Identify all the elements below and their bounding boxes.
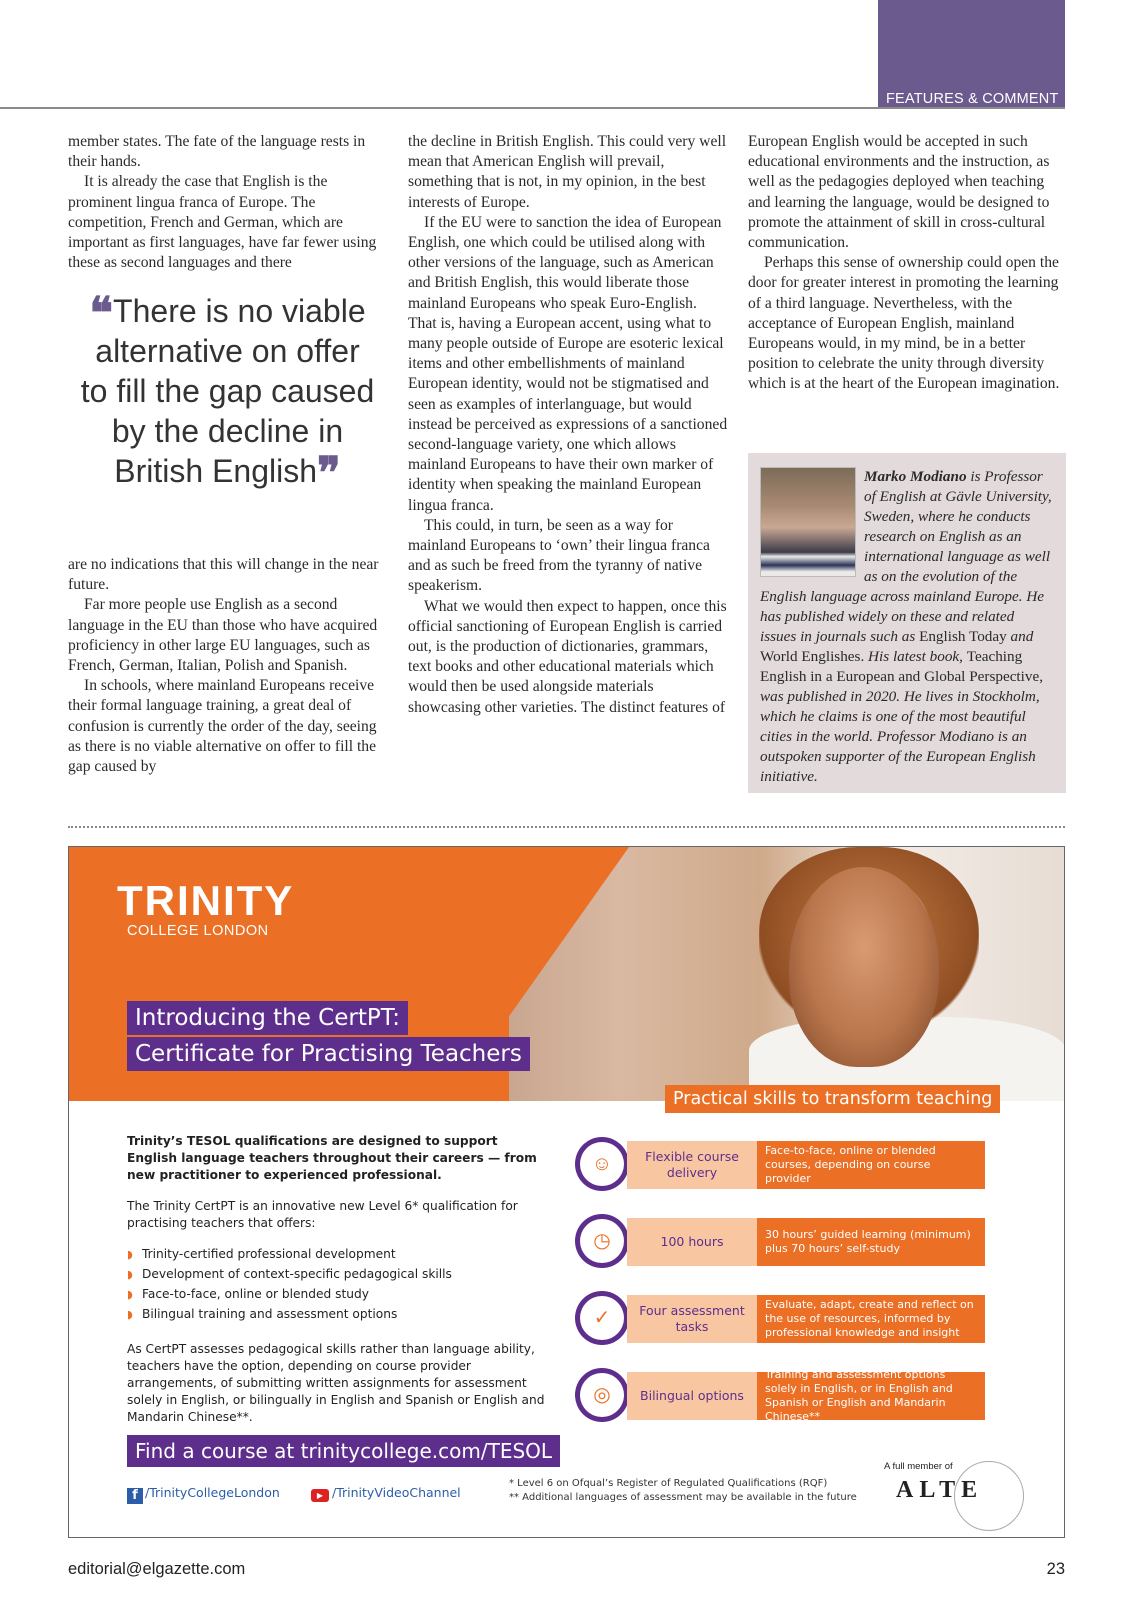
feature-icon-ring: [575, 1137, 629, 1191]
paragraph: What we would then expect to happen, once this official sanctioning of European English is carried out, is the production of dictionaries, grammars, text books and other educational materials which would then be used alongside materials showcasing other varieties. The distinct features of: [408, 597, 727, 716]
advert-paragraph: The Trinity CertPT is an innovative new Level 6* qualification for practising teachers that offers:: [127, 1199, 518, 1230]
checklist-icon: ✓: [580, 1296, 624, 1340]
header-rule: [0, 107, 1065, 109]
list-item: ◗ Face-to-face, online or blended study: [127, 1286, 547, 1303]
bio-text: is Professor of English at Gävle University, Sweden, where he conducts research on English as an international language as well as on the evolution of the English language across mainland Europe. He has published widely on these and related issues in journals such as: [760, 468, 1052, 645]
journal-title: English Today: [919, 628, 1007, 645]
bio-text: was published in 2020. He lives in Stockholm, which he claims is one of the most beautiful cities in the world. Professor Modiano is an outspoken supporter of the European English initiative.: [760, 688, 1040, 785]
trinity-advert: [68, 846, 1065, 1538]
bio-text: and: [1006, 628, 1034, 645]
feature-title: Flexible course delivery: [627, 1141, 757, 1189]
author-bio-box: [748, 453, 1066, 793]
facebook-icon: f: [127, 1488, 143, 1504]
open-quote-icon: ❝: [89, 289, 114, 338]
section-tab: [878, 0, 1065, 109]
paragraph: Perhaps this sense of ownership could open the door for greater interest in promoting the learning of a third language. Nevertheless, with the acceptance of European English, mainland Europeans would, in my mind, be in a better position to celebrate the unity through diversity which is at the heart of the European imagination.: [748, 254, 1060, 393]
list-item: ◗ Bilingual training and assessment options: [127, 1306, 547, 1323]
paragraph: Far more people use English as a second language in the EU than those who have acquired proficiency in other large EU languages, such as French, German, Italian, Polish and Spanish.: [68, 596, 378, 675]
alte-wordmark: ALTE: [896, 1477, 984, 1503]
list-item: ◗ Development of context-specific pedagogical skills: [127, 1266, 547, 1283]
facebook-link[interactable]: [127, 1485, 280, 1504]
bio-text: His latest book,: [864, 648, 967, 665]
paragraph: In schools, where mainland Europeans receive their formal language training, a great deal of confusion is currently the order of the day, seeing as there is no viable alternative on offer to fill the gap caused by: [68, 677, 377, 776]
youtube-handle: /TrinityVideoChannel: [332, 1485, 461, 1500]
close-quote-icon: ❞: [317, 449, 341, 498]
advert-tagline: Practical skills to transform teaching: [665, 1085, 1000, 1113]
headline-line-1: Introducing the CertPT:: [127, 1001, 408, 1035]
presenter-icon: ☺: [580, 1142, 624, 1186]
advert-headline: [127, 1001, 530, 1073]
footer-email[interactable]: editorial@elgazette.com: [68, 1560, 246, 1578]
paragraph: That is, having a European accent, using what to many people outside of Europe are esoteric lexical items and other embellishments of mainland European identity, would not be stigmatised and seen as examples of interlanguage, but would instead be perceived as expressions of a sanctioned second-language variety, one which allows mainland Europeans to have their own marker of identity when speaking the mainland European lingua franca.: [408, 314, 728, 514]
feature-title: 100 hours: [627, 1218, 757, 1266]
advert-paragraph: As CertPT assesses pedagogical skills rather than language ability, teachers have the option, depending on course provider arrangements, of submitting written assignments for assessment solely in English, or bilingually in English and Spanish or English and Mandarin Chinese**.: [127, 1342, 545, 1424]
feature-icon-ring: [575, 1214, 629, 1268]
feature-row: [575, 1366, 985, 1443]
article-column-1-continued: [68, 555, 390, 777]
article-column-2: [408, 132, 730, 718]
footnote: ** Additional languages of assessment may be available in the future: [509, 1492, 857, 1503]
advert-footnotes: [509, 1477, 857, 1505]
feature-row: [575, 1212, 985, 1289]
pull-quote: [80, 289, 375, 498]
feature-description: Face-to-face, online or blended courses, depending on course provider: [757, 1141, 985, 1189]
youtube-icon: ▶: [311, 1489, 329, 1502]
paragraph: are no indications that this will change in the near future.: [68, 556, 379, 594]
alte-logo: [884, 1461, 1034, 1531]
find-course-link[interactable]: Find a course at trinitycollege.com/TESOL: [127, 1435, 560, 1467]
headline-line-2: Certificate for Practising Teachers: [127, 1037, 530, 1071]
list-item: ◗ Trinity-certified professional development: [127, 1246, 547, 1263]
brand-subtitle: COLLEGE LONDON: [127, 923, 269, 939]
author-photo: [760, 467, 856, 577]
feature-row: [575, 1289, 985, 1366]
feature-row: [575, 1135, 985, 1212]
feature-description: Evaluate, adapt, create and reflect on the use of resources, informed by professional knowledge and insight: [757, 1295, 985, 1343]
alte-caption: A full member of: [884, 1461, 953, 1472]
language-icon: ◎: [580, 1373, 624, 1417]
advert-body: [127, 1133, 547, 1426]
paragraph: It is already the case that English is the prominent lingua franca of Europe. The competition, French and German, which are important as first languages, have far fewer using these as second languages and there: [68, 173, 377, 272]
book-title: Teaching English in a European and Global Perspective,: [760, 648, 1044, 685]
article-column-3: [748, 132, 1070, 395]
article-column-1: [68, 132, 390, 273]
feature-icon-ring: [575, 1291, 629, 1345]
paragraph: If the EU were to sanction the idea of European English, one which could be utilised along with other versions of the language, such as American and British English, this would liberate those mainland Europeans who speak Euro-English.: [408, 213, 722, 312]
feature-title: Bilingual options: [627, 1372, 757, 1420]
section-label: FEATURES & COMMENT: [886, 91, 1059, 107]
page-number: 23: [1046, 1560, 1065, 1578]
facebook-handle: /TrinityCollegeLondon: [145, 1485, 280, 1500]
advert-lead: Trinity’s TESOL qualifications are designed to support English language teachers throughout their careers — from new practitioner to experienced professional.: [127, 1134, 537, 1182]
benefit-list: [127, 1246, 547, 1323]
feature-icon-ring: [575, 1368, 629, 1422]
clock-icon: ◷: [580, 1219, 624, 1263]
paragraph: This could, in turn, be seen as a way for mainland Europeans to ‘own’ their lingua franca and as such be freed from the tyranny of native speakerism.: [408, 516, 710, 595]
trinity-logo: [117, 879, 294, 939]
photo-face: [789, 867, 939, 1067]
feature-table: [575, 1135, 985, 1443]
youtube-link[interactable]: [311, 1485, 461, 1502]
feature-description: 30 hours’ guided learning (minimum) plus 70 hours’ self-study: [757, 1218, 985, 1266]
paragraph: European English would be accepted in such educational environments and the instruction, as well as the pedagogies deployed when teaching and learning the language, would be designed to promote the attainment of skill in cross-cultural communication.: [748, 133, 1050, 252]
paragraph: member states. The fate of the language rests in their hands.: [68, 133, 366, 171]
feature-title: Four assessment tasks: [627, 1295, 757, 1343]
footnote: * Level 6 on Ofqual’s Register of Regulated Qualifications (RQF): [509, 1478, 828, 1489]
feature-description: Training and assessment options solely in English, or in English and Spanish or English and Mandarin Chinese**: [757, 1372, 985, 1420]
pull-quote-text: There is no viable alternative on offer to fill the gap caused by the decline in British English: [80, 293, 375, 489]
journal-title: World Englishes.: [760, 648, 865, 665]
brand-name: TRINITY: [117, 877, 295, 924]
section-divider: [68, 826, 1065, 828]
author-name: Marko Modiano: [864, 468, 967, 485]
paragraph: the decline in British English. This could very well mean that American English will prevail, something that is not, in my opinion, in the best interests of Europe.: [408, 133, 727, 211]
